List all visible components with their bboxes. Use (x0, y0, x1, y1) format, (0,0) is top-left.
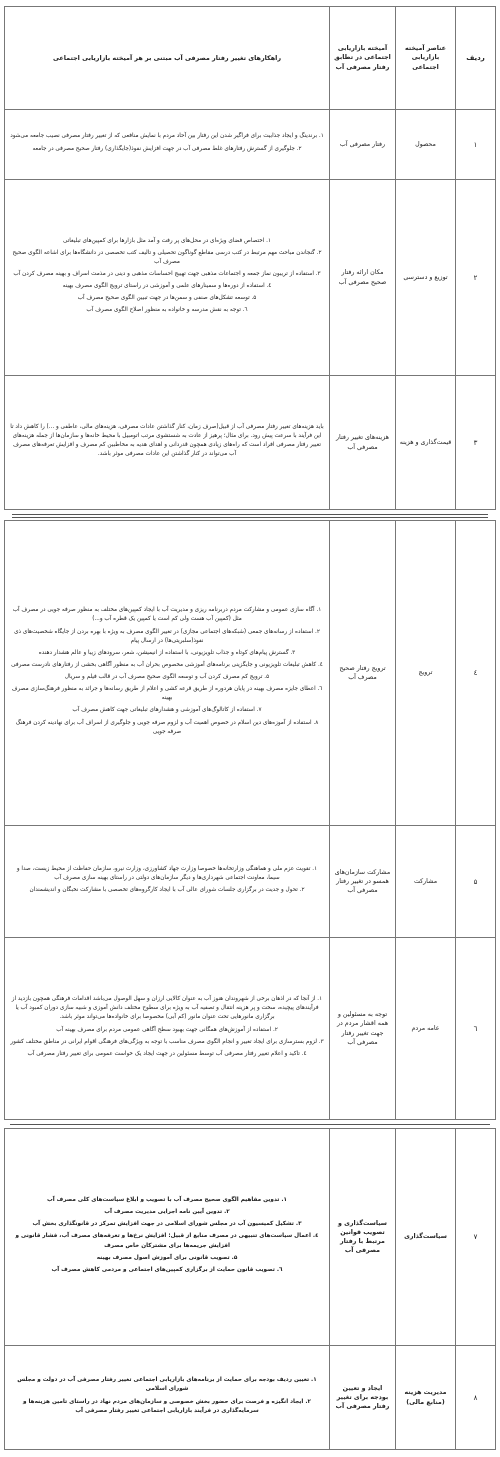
strategy-item: ۳. گسترش پیام‌های کوتاه و جذاب تلویزیونی، با استفاده از انیمیشن، شعر، سرودهای زیبا و عالم هشدار دهنده (38, 649, 296, 656)
page-break-divider (12, 514, 488, 518)
strategy-list (10, 606, 324, 740)
strategy-item: ۱. اختصاص فضای ویژه‌ای در محل‌های پر رفت و آمد مثل بازارها برای کمپین‌های تبلیغاتی (62, 237, 272, 244)
strategy-list (10, 1376, 324, 1419)
strategy-item: ۱. تدوین مفاهیم الگوی صحیح مصرف آب با تصویب و ابلاغ سیاست‌های کلی مصرف آب (46, 1197, 287, 1204)
strategy-item: ٤. کاهش تبلیغات تلویزیونی و جایگزینی برنامه‌های آموزشی مخصوص بحران آب به منظور آگاهی بخشی از رفتارهای نادرست مصرفی (11, 661, 323, 668)
strategies-cell (5, 180, 329, 375)
strategies-cell (5, 938, 329, 1119)
row-number: ۵ (455, 826, 495, 937)
table-row (4, 376, 496, 510)
strategy-item: ۲. گنجاندن مباحث مهم مرتبط در کتب درسی مقاطع گوناگون تحصیلی و تالیف کتب تخصصی در دانشگاه‌ها برای اشاعه الگوی صحیح مصرف آب (12, 249, 322, 265)
strategy-item: ۸. استفاده از آموزه‌های دین اسلام در خصوص اهمیت آب و لزوم صرفه جویی و جلوگیری از اسراف آب برای نهادینه کردن فرهنگ صرفه جویی (15, 719, 319, 735)
header-mix: آمیخته بازاریابی اجتماعی در تطابق رفتار مصرفی آب (329, 7, 395, 109)
row-number: ۲ (455, 180, 495, 375)
strategy-item: ۲. استفاده از رسانه‌های جمعی (شبکه‌های اجتماعی مجازی) در تغییر الگوی مصرف به ویژه با بهره بردن از جایگاه شخصیت‌های ذی نفوذ(سلبریتی‌ها) در ارسال پیام (14, 628, 320, 644)
table-row (4, 520, 496, 826)
strategy-item: ۷. استفاده از کاتالوگ‌های آموزشی و هشدارهای تبلیغاتی جهت کاهش مصرف آب (72, 707, 262, 714)
table-row (4, 110, 496, 180)
section-divider (10, 1124, 490, 1125)
element-name: ترویج (395, 521, 455, 825)
strategy-list (10, 237, 324, 319)
header-strategies: راهکارهای تغییر رفتار مصرفی آب مبتنی بر هر آمیخته بازاریابی اجتماعی (52, 53, 282, 62)
strategy-list (10, 132, 324, 156)
strategy-item: ٤. اعمال سیاست‌های تنبیهی در مصرف منابع از قبیل: افزایش نرخ‌ها و تعرفه‌های مصرف آب، فشار قانونی و افزایش جریمه‌ها برای مشترکان خاص مصرف (15, 1233, 319, 1249)
strategy-item: ٦. توجه به نقش مدرسه و خانواده به منظور اصلاح الگوی مصرف آب (86, 307, 248, 314)
strategies-cell (5, 826, 329, 937)
strategies-cell (5, 110, 329, 179)
strategy-item: ۵. ترویج کم مصرف کردن آب و توسعه الگوی صحیح مصرف آب در قالب فیلم و سریال (64, 674, 270, 680)
table-row (4, 1346, 496, 1450)
strategy-item: ۱. تعیین ردیف بودجه برای حمایت از برنامه‌های بازاریابی اجتماعی تغییر رفتار مصرفی آب در دولت و مجلس شورای اسلامی (17, 1377, 317, 1393)
element-name: قیمت‌گذاری و هزینه (395, 376, 455, 509)
strategies-cell (5, 521, 329, 825)
row-number: ۳ (455, 376, 495, 509)
strategy-item: ٤. تاکید و اعلام تغییر رفتار مصرفی آب توسط مسئولین در جهت ایجاد یک خواست عمومی برای تغییر رفتار مصرفی آب (27, 1050, 307, 1057)
strategies-cell (5, 1346, 329, 1449)
element-name: محصول (395, 110, 455, 179)
table-row (4, 180, 496, 376)
element-name: عامه مردم (395, 938, 455, 1119)
strategy-item: ۱. تقویت عزم ملی و هماهنگی وزارتخانه‌ها خصوصا وزارت جهاد کشاورزی، وزارت نیرو، سازمان حفاظت از محیط زیست، صدا و سیما، معاونت اجتماعی شهرداری‌ها و دیگر سازمان‌های دولتی در راستای بهینه سازی مصرف آب (16, 865, 318, 881)
row-number: ۸ (455, 1346, 495, 1449)
element-name: توزیع و دسترسی (395, 180, 455, 375)
strategy-item: ٦. اعطای جایزه مصرف بهینه در پایان هردوره از طریق قرعه کشی و اعلام از طریق رسانه‌ها و جرائد به منظور فرهنگ‌سازی مصرف بهینه (11, 686, 323, 702)
table-row (4, 826, 496, 938)
mix-name: توجه به مسئولین و همه اقشار مردم در جهت تغییر رفتار مصرفی آب (329, 938, 395, 1119)
element-name: سیاست‌گذاری (395, 1129, 455, 1345)
mix-name: رفتار مصرفی آب (329, 110, 395, 179)
header-row-number: ردیف (455, 7, 495, 109)
table-row (4, 938, 496, 1120)
row-number: ٦ (455, 938, 495, 1119)
strategy-list (10, 865, 324, 898)
strategy-item: ۵. توسعه تشکل‌های صنفی و سمن‌ها در جهت تبیین الگوی صحیح مصرف آب (77, 295, 257, 302)
row-number: ٤ (455, 521, 495, 825)
strategy-item: ۱. آگاه سازی عمومی و مشارکت مردم دربرنامه ریزی و مدیریت آب با ایجاد کمپین‌های مختلف به منظور صرفه جویی در مصرف آب مثل (کمپین آب هست ولی کم است یا کمپین یک قطره آب و...) (12, 607, 322, 623)
mix-name: مشارکت سازمان‌های همسو در تغییر رفتار مصرفی آب (329, 826, 395, 937)
strategy-item: ٤. استفاده از دوره‌ها و سمینارهای علمی و آموزشی در راستای ترویج الگوی مصرف بهینه (62, 283, 272, 290)
strategy-item: ۲. ایجاد انگیزه و فرصت برای حضور بخش خصوصی و سازمان‌های مردم نهاد در راستای تامین هزینه‌ها و سرمایه‌گذاری در فرآیند بازاریابی اجتماعی تغییر رفتار مصرفی آب (23, 1398, 311, 1414)
strategy-list (10, 423, 324, 463)
strategy-item: ٦. تصویب قانون حمایت از برگزاری کمپین‌های اجتماعی و مردمی کاهش مصرف آب (51, 1266, 283, 1273)
strategy-item: ۱. برندینگ و ایجاد جذابیت برای فراگیر شدن این رفتار بین آحاد مردم با نمایش منافعی که از تغییر رفتار مصرفی نصیب جامعه می‌شود (10, 133, 324, 140)
table-row (4, 1128, 496, 1346)
strategy-item: ۱. از آنجا که در اذهان برخی از شهروندان هنوز آب به عنوان کالایی ارزان و سهل الوصول می‌باشد اقدامات فرهنگی همچون بازدید از فرآیندهای پیچیده، سخت و پر هزینه انتقال و تصفیه آب به ویژه برای سطوح مختلف دانش آموزی و شبیه سازی دوران کمبود آب یا برگزاری مانورهایی تحت عنوان مانور (کم آبی) مخصوصا برای خانواده‌ها می‌تواند موثر باشد. (11, 996, 323, 1021)
strategies-cell (5, 1129, 329, 1345)
row-number: ۷ (455, 1129, 495, 1345)
strategy-item: ۲. تدوین آیین نامه اجرایی مدیریت مصرف آب (104, 1209, 230, 1216)
strategy-list (10, 1196, 324, 1278)
strategy-item: باید هزینه‌های تغییر رفتار مصرفی آب از قبیل(صرف زمان، کنار گذاشتن عادات مصرفی، هزینه‌های مالی، عاطفی و ...) را کاهش داد تا این فرآیند با سرعت پیش رود. برای مثال؛ پرهیز از عادت به شستشوی مرتب اتومبیل با محیط خانه‌ها و سازمان‌ها از جمله هزینه‌های تغییر رفتار مصرفی افراد است که راه‌های زیادی همچون قدردانی و اهدای هدیه به مخاطبین کم مصرف و افزایش تعرفه‌های مصرف آب می‌تواند در کنار گذاشتن این عادات مصرفی موثر باشد. (10, 423, 324, 458)
mix-name: سیاست‌گذاری و تصویب قوانین مرتبط با رفتار مصرفی آب (329, 1129, 395, 1345)
mix-name: ایجاد و تعیین بودجه برای تغییر رفتار مصرفی آب (329, 1346, 395, 1449)
row-number: ۱ (455, 110, 495, 179)
strategies-cell (5, 376, 329, 509)
mix-name: هزینه‌های تغییر رفتار مصرفی آب (329, 376, 395, 509)
strategy-item: ۳. استفاده از تریبون نماز جمعه و اجتماعات مذهبی جهت تهییج احساسات مذهبی و دینی در مذمت اسراف و بهینه مصرف کردن آب (13, 270, 321, 277)
strategy-item: ۵. تصویب قانونی برای آموزش اصول مصرف بهینه (96, 1254, 238, 1261)
strategy-item: ۳. تشکیل کمیسیون آب در مجلس شورای اسلامی در جهت افزایش تمرکز در قانونگذاری بخش آب (32, 1221, 302, 1228)
table-header-row (4, 6, 496, 110)
header-element: عناصر آمیخته بازاریابی اجتماعی (395, 7, 455, 109)
mix-name: مکان ارائه رفتار صحیح مصرفی آب (329, 180, 395, 375)
strategy-list (10, 995, 324, 1062)
element-name: مشارکت (395, 826, 455, 937)
strategy-item: ۳. لزوم بسترسازی برای ایجاد تغییر و انجام الگوی مصرف مناسب با توجه به ویژگی‌های فرهنگی اقوام ایرانی در مناطق مختلف کشور (10, 1038, 324, 1045)
element-name: مدیریت هزینه (منابع مالی) (395, 1346, 455, 1449)
strategy-item: ۲. استفاده از آموزش‌های همگانی جهت بهبود سطح آگاهی عمومی مردم برای مصرف بهینه آب (56, 1026, 278, 1033)
mix-name: ترویج رفتار صحیح مصرف آب (329, 521, 395, 825)
strategy-item: ۲. تحول و جدیت در برگزاری جلسات شورای عالی آب با ایجاد کارگروه‌های تخصصی با مشارکت نخبگان و اندیشمندان (29, 887, 305, 894)
strategy-item: ۲. جلوگیری از گسترش رفتارهای غلط مصرفی آب در جهت افزایش نفوذ(جایگذاری) رفتار صحیح مصرفی در جامعه (32, 145, 302, 152)
